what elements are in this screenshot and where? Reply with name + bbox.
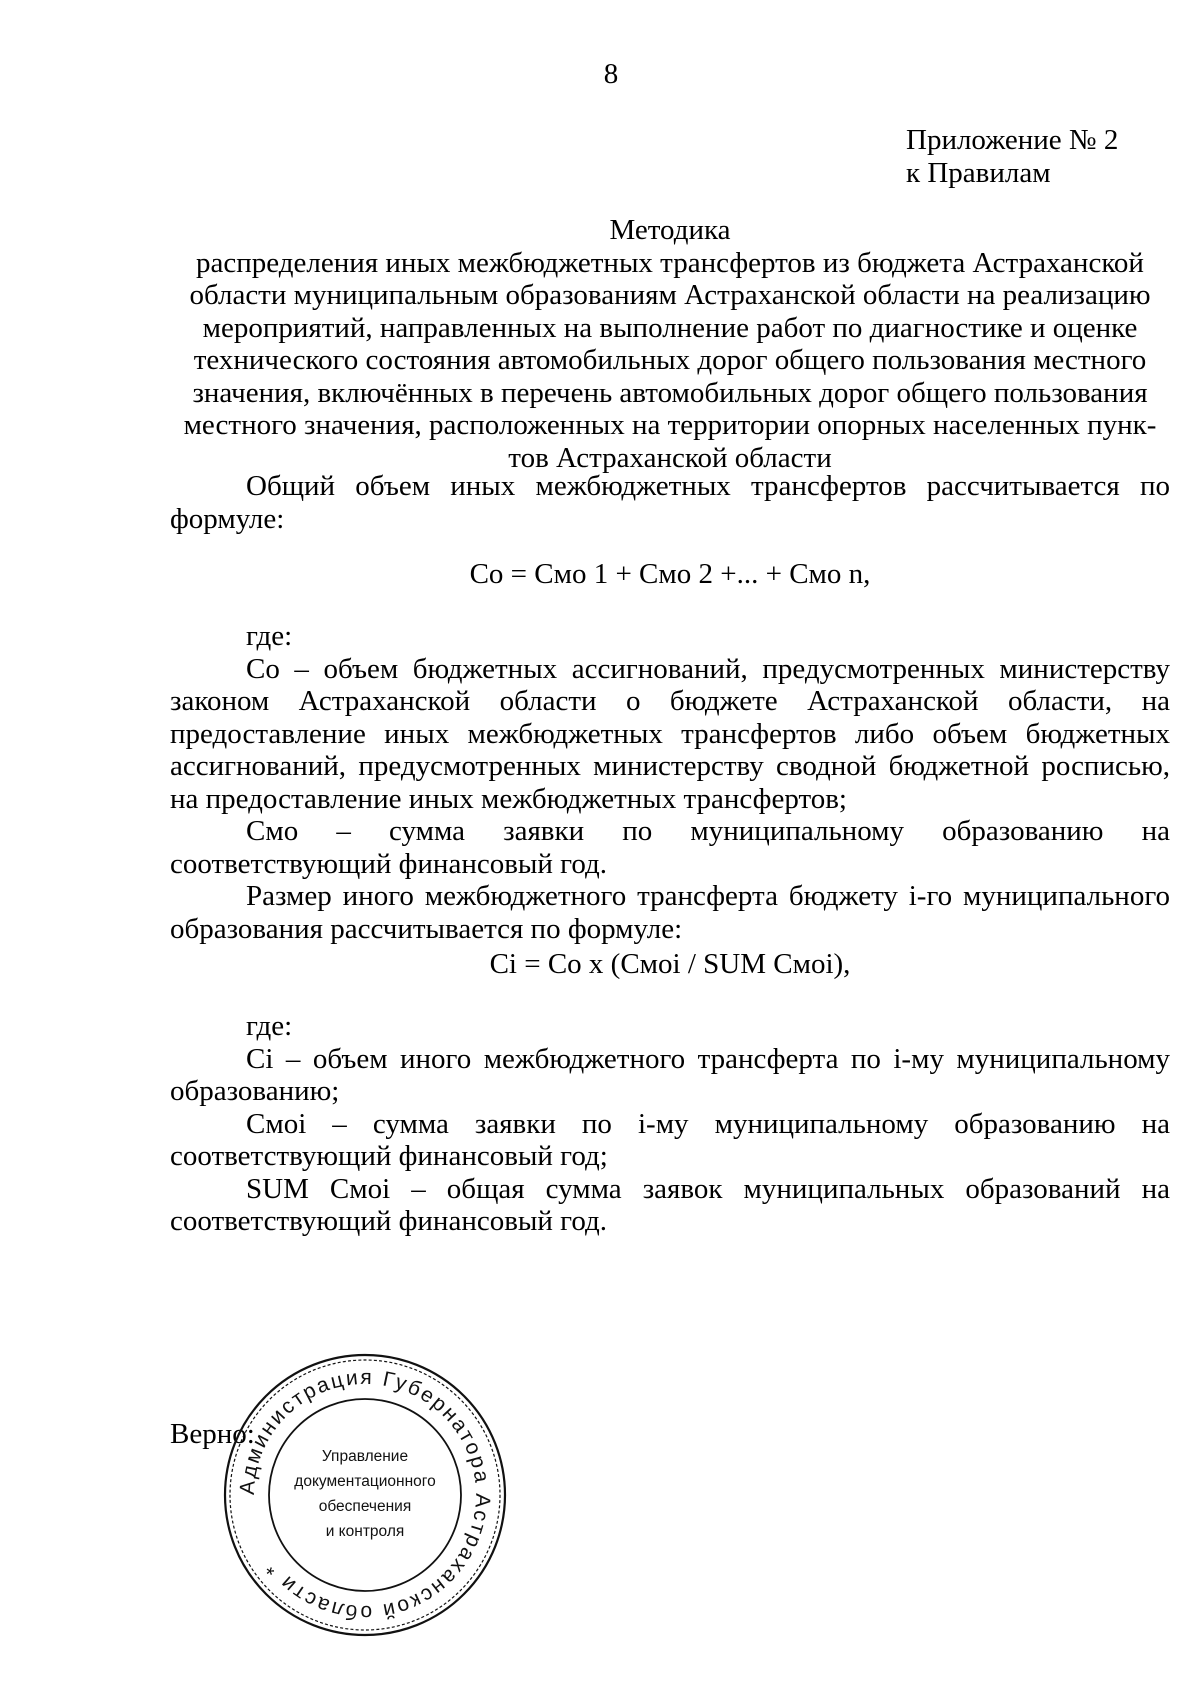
- document-title: Методика: [609, 214, 731, 246]
- definition-ci: Ci – объем иного межбюджетного трансферта по i-му муниципальному образованию;: [170, 1042, 1170, 1107]
- definitions-block-1: [170, 620, 1170, 945]
- subtitle-line: распределения иных межбюджетных трансфертов из бюджета Астраханской: [196, 246, 1144, 279]
- stamp-outer-ring: [225, 1355, 505, 1635]
- stamp-center-line: Управление: [321, 1448, 409, 1465]
- definition-sum: SUM Смоi – общая сумма заявок муниципальных образований на соответствующий финансовый год.: [170, 1172, 1170, 1237]
- definition-co: Со – объем бюджетных ассигнований, предусмотренных министерству законом Астраханской области о бюджете Астраханской области, на предоставление иных межбюджетных трансфертов либо объем бюджетных ассигнований, предусмотренных министерству сводной бюджетной росписью, на предоставление иных межбюджетных трансфертов;: [170, 652, 1170, 815]
- intro-block: [170, 470, 1170, 535]
- official-stamp: [220, 1350, 510, 1640]
- appendix-number: Приложение № 2: [906, 124, 1119, 156]
- stamp-ring-text: Администрация Губернатора Астраханской области *: [235, 1365, 495, 1625]
- formula-individual: Ci = Co x (Cмoi / SUM Смоi),: [489, 948, 851, 980]
- stamp-dotted-ring: [230, 1360, 500, 1630]
- formula-total: Со = Смо 1 + Смо 2 +... + Смо n,: [469, 558, 871, 590]
- where-label: где:: [246, 1010, 293, 1042]
- where-label: где:: [246, 620, 293, 652]
- page-number: 8: [603, 58, 619, 90]
- subtitle-line: значения, включённых в перечень автомобильных дорог общего пользования: [192, 376, 1148, 409]
- definition-cmo: Смо – сумма заявки по муниципальному образованию на соответствующий финансовый год.: [170, 815, 1170, 880]
- definitions-block-2: [170, 1010, 1170, 1238]
- subtitle-line: тов Астраханской области: [508, 441, 832, 474]
- stamp-center-line: и контроля: [325, 1523, 405, 1540]
- definition-cmoi: Смоi – сумма заявки по i-му муниципальному образованию на соответствующий финансовый год;: [170, 1107, 1170, 1172]
- intro-paragraph: Общий объем иных межбюджетных трансфертов рассчитывается по формуле:: [170, 470, 1170, 535]
- appendix-reference: [906, 124, 1118, 189]
- subtitle-line: мероприятий, направленных на выполнение работ по диагностике и оценке: [202, 311, 1138, 344]
- stamp-inner-ring: [269, 1399, 461, 1591]
- stamp-center-line: документационного: [294, 1473, 436, 1490]
- subtitle-line: местного значения, расположенных на территории опорных населенных пунк-: [183, 409, 1157, 441]
- subtitle-line: области муниципальным образованиям Астраханской области на реализацию: [189, 279, 1151, 311]
- appendix-target: к Правилам: [906, 156, 1051, 189]
- stamp-center-line: обеспечения: [318, 1498, 412, 1515]
- size-paragraph: Размер иного межбюджетного трансферта бюджету i-го муниципального образования рассчитывается по формуле:: [170, 880, 1170, 945]
- subtitle-line: технического состояния автомобильных дорог общего пользования местного: [193, 344, 1147, 376]
- document-heading: [170, 214, 1170, 474]
- verify-label: Верно:: [170, 1418, 255, 1450]
